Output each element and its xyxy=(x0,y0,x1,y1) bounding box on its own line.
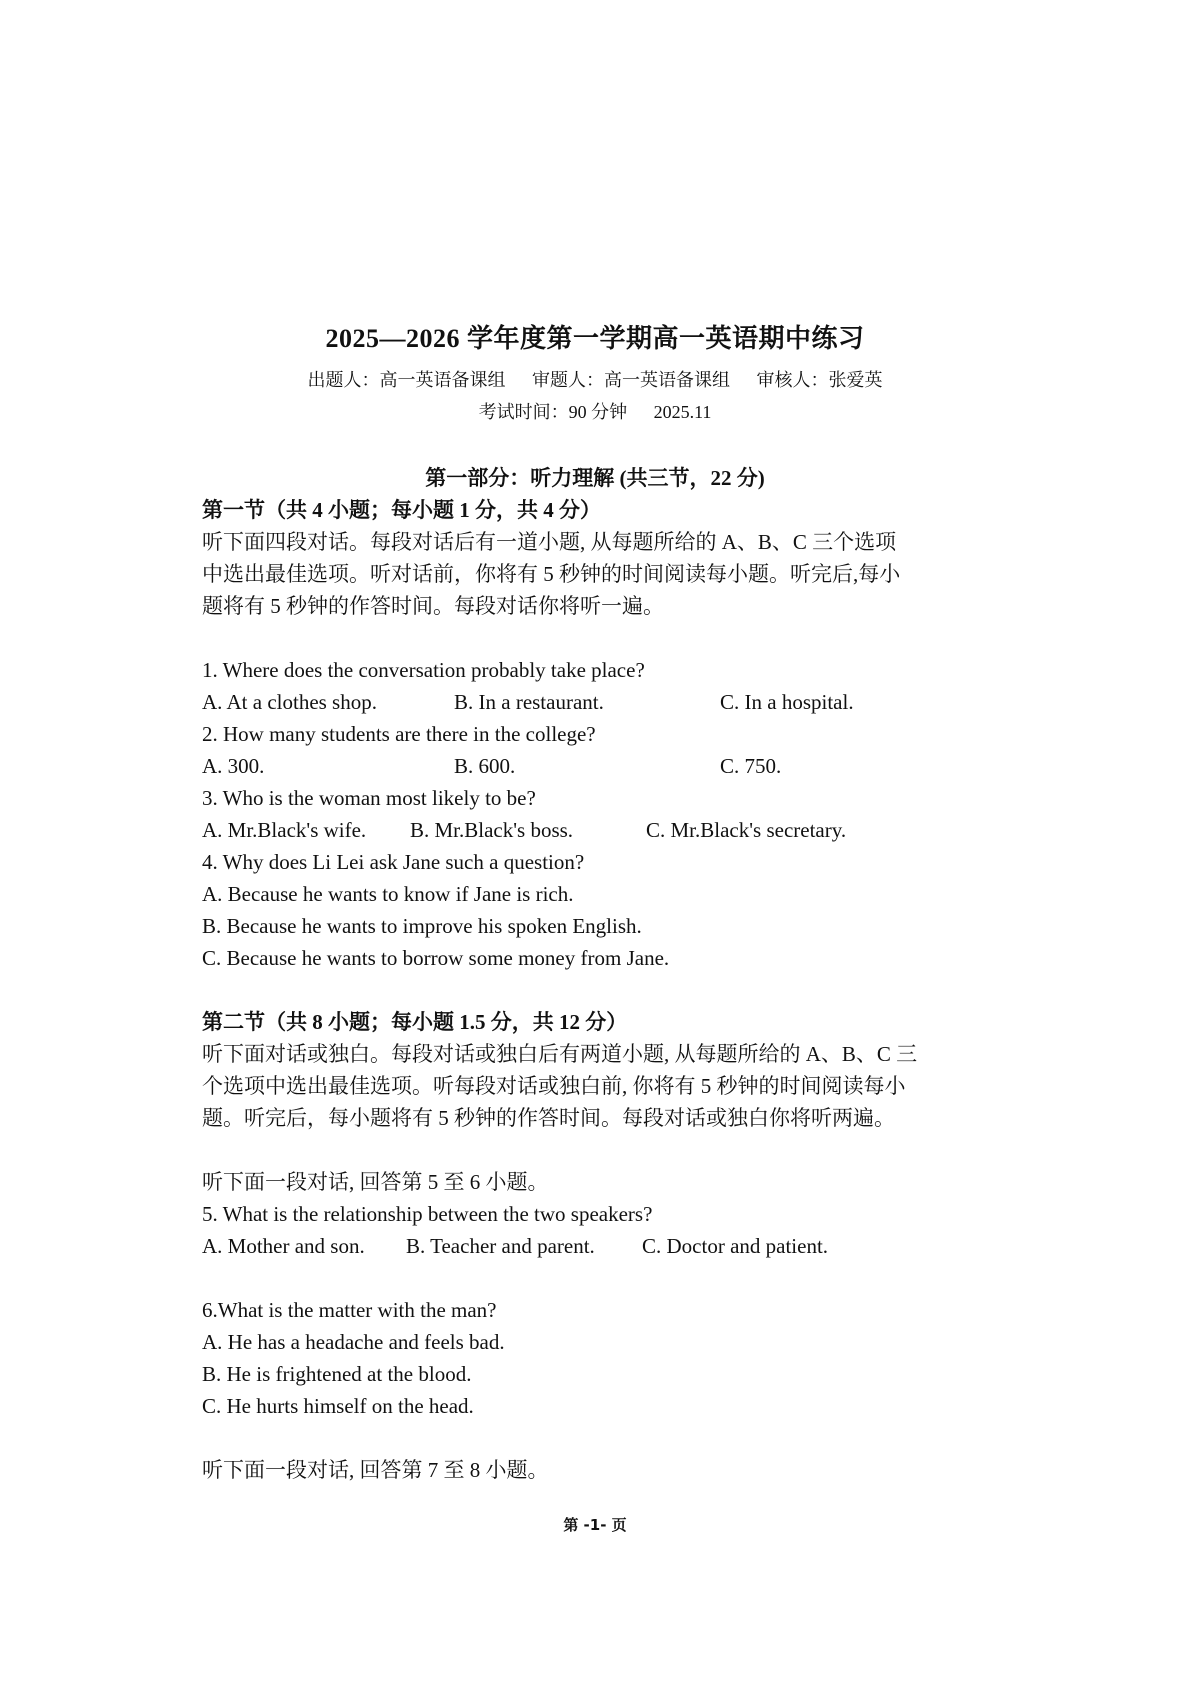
option-c: C. Because he wants to borrow some money from Jane. xyxy=(202,946,670,970)
exam-title: 2025—2026 学年度第一学期高一英语期中练习 xyxy=(325,324,865,353)
section-one-heading: 第一节（共 4 小题；每小题 1 分，共 4 分） xyxy=(202,498,601,522)
option-b: B. He is frightened at the blood. xyxy=(202,1362,472,1386)
option-a: A. At a clothes shop. xyxy=(202,690,377,714)
dialogue-group-prompt: 听下面一段对话, 回答第 5 至 6 小题。 xyxy=(202,1170,549,1194)
option-b: B. In a restaurant. xyxy=(454,690,604,714)
question-options xyxy=(202,750,1022,782)
option-a: A. Because he wants to know if Jane is rich. xyxy=(202,882,574,906)
page-number: 第 -1- 页 xyxy=(563,1516,627,1534)
question-stem: 4. Why does Li Lei ask Jane such a question? xyxy=(202,850,585,874)
section-two-instructions-line: 听下面对话或独白。每段对话或独白后有两道小题, 从每题所给的 A、B、C 三 xyxy=(202,1042,918,1066)
exam-duration: 考试时间：90 分钟 xyxy=(478,402,628,422)
question-stem: 1. Where does the conversation probably take place? xyxy=(202,658,645,682)
approver: 审核人：张爱英 xyxy=(756,370,883,390)
dialogue-group-prompt: 听下面一段对话, 回答第 7 至 8 小题。 xyxy=(202,1458,549,1482)
section-one-instructions-line: 中选出最佳选项。听对话前，你将有 5 秒钟的时间阅读每小题。听完后,每小 xyxy=(202,562,901,586)
section-one-instructions-line: 听下面四段对话。每段对话后有一道小题, 从每题所给的 A、B、C 三个选项 xyxy=(202,530,897,554)
part-one-title: 第一部分：听力理解 (共三节，22 分) xyxy=(425,466,765,490)
option-c: C. He hurts himself on the head. xyxy=(202,1394,474,1418)
question-setter: 出题人：高一英语备课组 xyxy=(307,370,506,390)
option-c: C. 750. xyxy=(720,754,782,778)
question-options xyxy=(202,686,1022,718)
option-c: C. In a hospital. xyxy=(720,690,854,714)
question-options xyxy=(202,814,1022,846)
option-c: C. Mr.Black's secretary. xyxy=(646,818,847,842)
option-b: B. Because he wants to improve his spoken English. xyxy=(202,914,642,938)
question-stem: 3. Who is the woman most likely to be? xyxy=(202,786,536,810)
section-two-instructions-line: 题。听完后，每小题将有 5 秒钟的作答时间。每段对话或独白你将听两遍。 xyxy=(202,1106,895,1130)
option-a: A. Mother and son. xyxy=(202,1234,365,1258)
option-a: A. 300. xyxy=(202,754,265,778)
option-a: A. Mr.Black's wife. xyxy=(202,818,367,842)
option-b: B. Mr.Black's boss. xyxy=(410,818,574,842)
question-stem: 6.What is the matter with the man? xyxy=(202,1298,497,1322)
option-b: B. 600. xyxy=(454,754,516,778)
section-one xyxy=(202,494,1022,1486)
option-b: B. Teacher and parent. xyxy=(406,1234,595,1258)
option-a: A. He has a headache and feels bad. xyxy=(202,1330,505,1354)
section-two-heading: 第二节（共 8 小题；每小题 1.5 分，共 12 分） xyxy=(202,1010,628,1034)
exam-time-info xyxy=(0,398,1190,424)
exam-authors xyxy=(0,366,1190,392)
question-stem: 5. What is the relationship between the two speakers? xyxy=(202,1202,653,1226)
reviewer: 审题人：高一英语备课组 xyxy=(532,370,730,390)
question-options xyxy=(202,1230,1022,1262)
question-stem: 2. How many students are there in the college? xyxy=(202,722,596,746)
section-two-instructions-line: 个选项中选出最佳选项。听每段对话或独白前, 你将有 5 秒钟的时间阅读每小 xyxy=(202,1074,906,1098)
exam-date: 2025.11 xyxy=(653,402,712,422)
option-c: C. Doctor and patient. xyxy=(642,1234,829,1258)
section-one-instructions-line: 题将有 5 秒钟的作答时间。每段对话你将听一遍。 xyxy=(202,594,664,618)
